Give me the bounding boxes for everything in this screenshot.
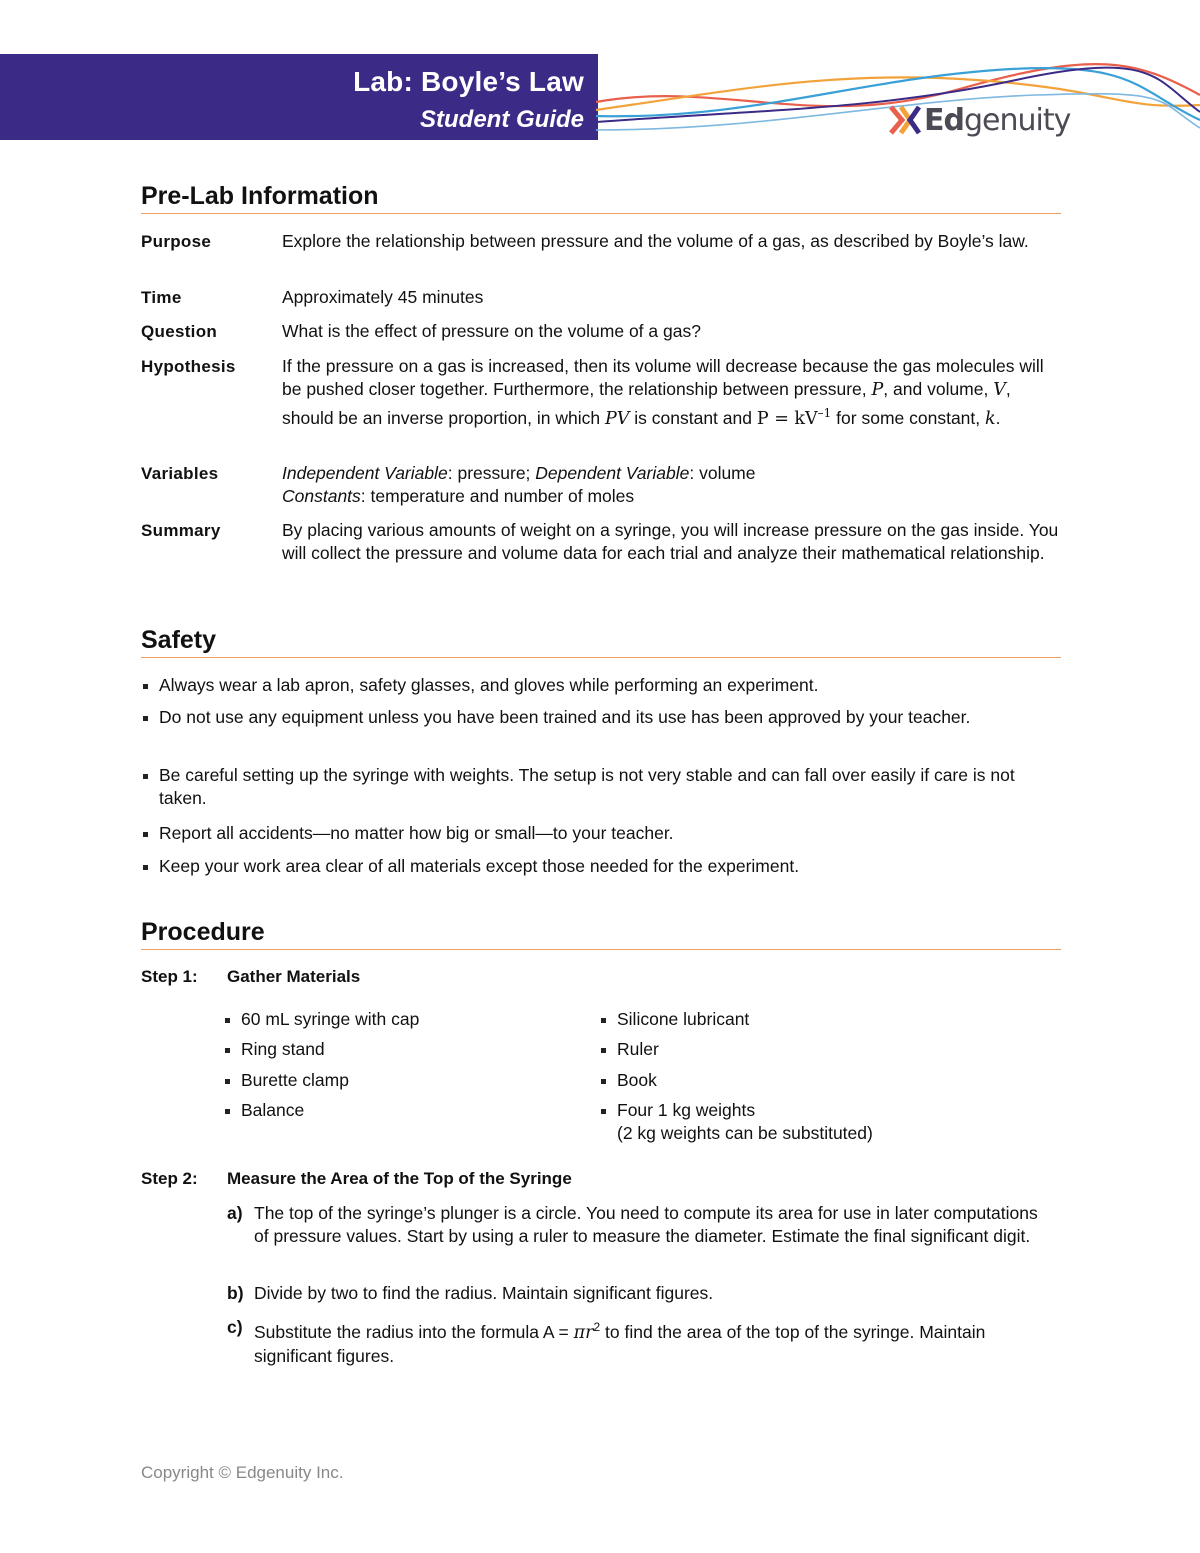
safety-item: Report all accidents—no matter how big or small—to your teacher. — [141, 822, 1059, 845]
variable-p: P — [871, 380, 884, 400]
material-item: Burette clamp — [223, 1069, 349, 1092]
area-formula: πr — [573, 1322, 594, 1343]
step-1-heading — [141, 967, 360, 987]
variables-text — [282, 462, 1062, 508]
time-text: Approximately 45 minutes — [282, 287, 484, 307]
material-item: Silicone lubricant — [599, 1008, 749, 1031]
document-subtitle: Student Guide — [420, 106, 584, 133]
variable-pv: PV — [604, 408, 630, 429]
constants-value: : temperature and number of moles — [360, 486, 635, 506]
logo-wordmark-bold: Ed — [924, 102, 964, 138]
question-text: What is the effect of pressure on the volume of a gas? — [282, 321, 701, 341]
step-2c-letter: c) — [227, 1317, 243, 1337]
constants-label: Constants — [282, 486, 361, 506]
hypothesis-text — [282, 355, 1062, 431]
procedure-heading: Procedure — [141, 918, 1061, 950]
variable-v: V — [993, 380, 1006, 400]
step-2b-letter: b) — [227, 1283, 244, 1303]
safety-item: Always wear a lab apron, safety glasses, and gloves while performing an experiment. — [141, 674, 1059, 697]
safety-heading: Safety — [141, 626, 1061, 658]
document-title: Lab: Boyle’s Law — [353, 66, 584, 97]
copyright-footer: Copyright © Edgenuity Inc. — [141, 1463, 344, 1482]
independent-variable-value: : pressure; — [447, 463, 536, 483]
step-1-title: Gather Materials — [227, 967, 361, 986]
material-weights-note: (2 kg weights can be substituted) — [617, 1123, 873, 1143]
material-item — [599, 1099, 873, 1145]
hypothesis-part: is constant and — [629, 407, 757, 428]
step-2-heading — [141, 1169, 572, 1189]
step-2c — [227, 1316, 1047, 1368]
time-label: Time — [141, 288, 182, 307]
prelab-heading: Pre-Lab Information — [141, 182, 1061, 214]
inverse-formula: P = kV — [756, 408, 818, 429]
material-weights: Four 1 kg weights — [617, 1100, 756, 1120]
material-item: Ruler — [599, 1038, 659, 1061]
variables-label: Variables — [141, 464, 219, 483]
independent-variable-label: Independent Variable — [282, 463, 448, 483]
dependent-variable-label: Dependent Variable — [535, 463, 690, 483]
logo-wordmark-light: genuity — [963, 102, 1071, 138]
hypothesis-part: , should be an inverse proportion, in which — [282, 379, 1011, 428]
step-2-title: Measure the Area of the Top of the Syringe — [227, 1169, 572, 1188]
step-1-number: Step 1: — [141, 967, 198, 986]
hypothesis-part: . — [995, 407, 1001, 428]
material-item: 60 mL syringe with cap — [223, 1008, 419, 1031]
material-item: Book — [599, 1069, 657, 1092]
step-2b — [227, 1282, 1047, 1305]
formula-exponent: –1 — [817, 406, 832, 420]
area-formula-exponent: 2 — [593, 1320, 601, 1334]
hypothesis-part: , and volume, — [883, 379, 994, 399]
safety-item: Do not use any equipment unless you have been trained and its use has been approved by your teacher. — [141, 706, 1059, 729]
safety-item: Keep your work area clear of all materials except those needed for the experiment. — [141, 855, 1059, 878]
summary-label: Summary — [141, 521, 221, 540]
edgenuity-logo — [888, 100, 1070, 140]
dependent-variable-value: : volume — [689, 463, 756, 483]
step-2c-text: Substitute the radius into the formula A = — [254, 1321, 574, 1342]
material-item: Balance — [223, 1099, 304, 1122]
hypothesis-label: Hypothesis — [141, 357, 236, 376]
logo-wordmark — [924, 103, 1070, 138]
hypothesis-part: If the pressure on a gas is increased, then its volume will decrease because the gas molecules will be pushed closer together. Furthermore, the relationship between pressure, — [282, 356, 1044, 399]
summary-text: By placing various amounts of weight on a syringe, you will increase pressure on the gas inside. You will collect the pressure and volume data for each trial and analyze their mathematical relationship. — [282, 520, 1059, 563]
step-2a-letter: a) — [227, 1203, 243, 1223]
question-label: Question — [141, 322, 218, 341]
edgenuity-x-icon — [888, 103, 922, 137]
step-2b-text: Divide by two to find the radius. Maintain significant figures. — [254, 1283, 714, 1303]
variable-k: k — [985, 408, 996, 429]
purpose-text: Explore the relationship between pressure and the volume of a gas, as described by Boyle’s law. — [282, 231, 1029, 251]
step-2c-text: to find the area of the top of the syringe. Maintain significant figures. — [254, 1321, 986, 1366]
step-2a — [227, 1202, 1047, 1248]
safety-item: Be careful setting up the syringe with weights. The setup is not very stable and can fall over easily if care is not taken. — [141, 764, 1059, 810]
step-2-number: Step 2: — [141, 1169, 198, 1188]
step-2a-text: The top of the syringe’s plunger is a circle. You need to compute its area for use in later computations of pressure values. Start by using a ruler to measure the diameter. Estimate the final significant digit. — [254, 1203, 1038, 1246]
purpose-label: Purpose — [141, 232, 212, 251]
title-banner — [0, 54, 598, 140]
material-item: Ring stand — [223, 1038, 325, 1061]
hypothesis-part: for some constant, — [831, 407, 985, 428]
